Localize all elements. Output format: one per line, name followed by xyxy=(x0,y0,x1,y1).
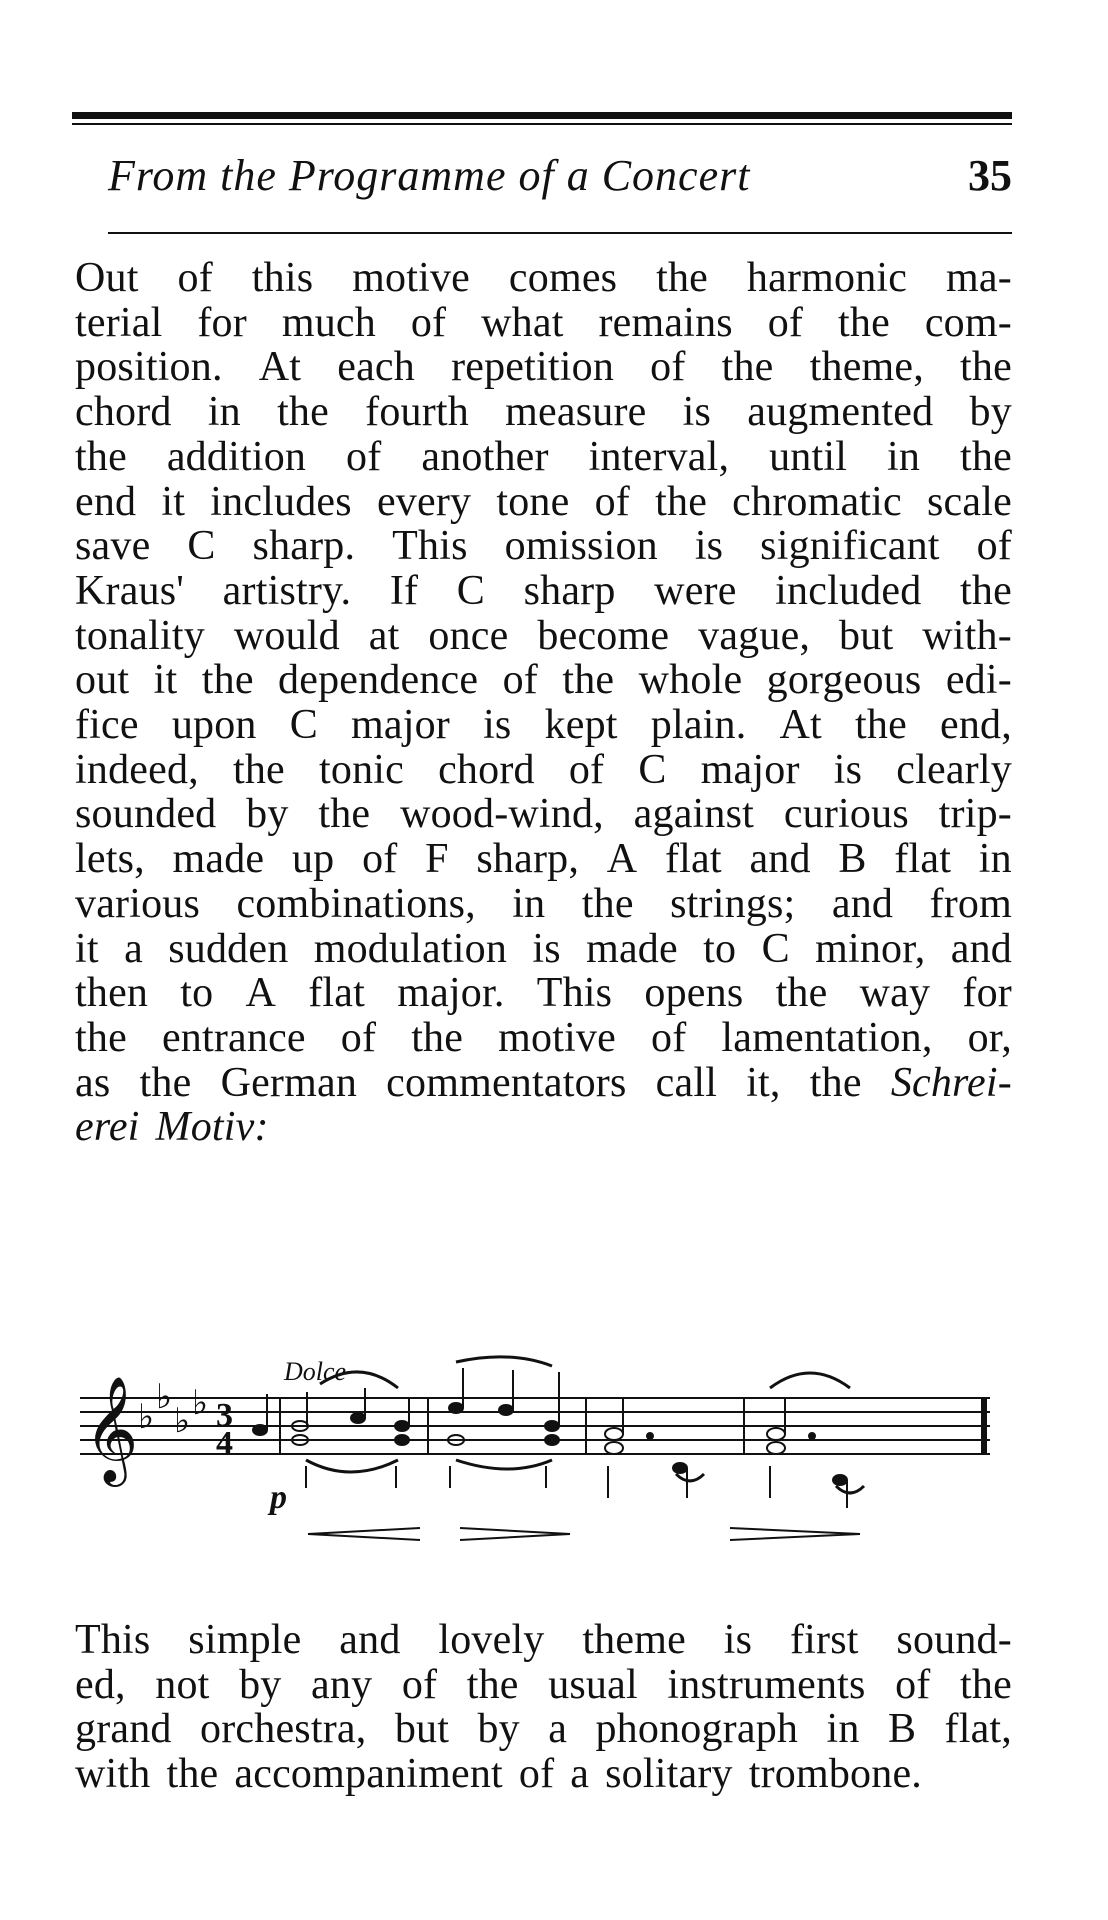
word: for xyxy=(197,299,247,346)
word: dependence xyxy=(278,657,479,704)
word: fice xyxy=(75,702,139,748)
word: ma- xyxy=(946,255,1012,301)
word: of xyxy=(767,299,804,346)
word: the xyxy=(232,746,285,793)
word: were xyxy=(654,567,737,614)
word: C xyxy=(456,567,485,614)
word: of xyxy=(346,433,382,480)
word: the xyxy=(277,389,329,436)
word: in xyxy=(207,389,241,436)
word: remains xyxy=(598,299,733,346)
word: omission xyxy=(504,523,658,570)
word: erei xyxy=(75,1104,140,1151)
word: sound- xyxy=(896,1617,1012,1663)
word: of xyxy=(362,836,398,883)
word: with xyxy=(75,1751,151,1798)
tempo-marking: Dolce xyxy=(284,1357,347,1386)
word: is xyxy=(723,1617,753,1663)
word: phonograph xyxy=(595,1706,799,1753)
word: F xyxy=(425,836,449,883)
word: chord xyxy=(75,389,172,436)
word: the xyxy=(166,1751,219,1798)
word: end xyxy=(75,478,137,525)
word: every xyxy=(376,478,472,525)
word: plain. xyxy=(650,702,747,748)
word: it xyxy=(153,657,178,704)
word: solitary xyxy=(605,1751,733,1798)
word: of xyxy=(518,1751,555,1798)
word: A xyxy=(606,836,638,883)
word: trip- xyxy=(938,791,1012,838)
word: the xyxy=(809,1059,862,1106)
word: the xyxy=(775,970,828,1017)
word: of xyxy=(594,478,630,525)
word: major. xyxy=(397,970,505,1017)
word: the xyxy=(838,299,890,346)
word: simple xyxy=(188,1617,302,1663)
word: commentators xyxy=(386,1059,627,1106)
word: tone xyxy=(496,478,570,525)
page-number: 35 xyxy=(968,151,1012,200)
word: way xyxy=(859,970,931,1017)
word: up xyxy=(291,836,335,883)
word: If xyxy=(389,567,419,614)
word: sharp xyxy=(523,567,616,614)
word: augmented xyxy=(747,389,934,436)
word: then xyxy=(75,970,149,1017)
word: flat xyxy=(894,836,952,883)
word: the xyxy=(960,433,1012,480)
word: the xyxy=(655,478,708,525)
word: is xyxy=(833,746,863,793)
word: of xyxy=(976,523,1012,570)
word: at xyxy=(368,612,400,659)
word: in xyxy=(826,1706,860,1753)
word: sharp, xyxy=(476,836,580,883)
word: by xyxy=(969,389,1012,436)
word: Motiv: xyxy=(155,1104,269,1151)
word: whole xyxy=(638,657,743,704)
word: another xyxy=(421,433,549,480)
word: and xyxy=(749,836,811,883)
treble-clef-icon: 𝄞 xyxy=(84,1375,139,1482)
word: repetition xyxy=(451,344,615,391)
word: motive xyxy=(352,255,471,301)
music-notation xyxy=(80,1348,1010,1588)
word: Schrei- xyxy=(890,1059,1012,1106)
word: from xyxy=(929,880,1012,927)
word: call xyxy=(655,1059,718,1106)
word: with- xyxy=(922,612,1012,659)
word: until xyxy=(769,433,848,480)
word: kept xyxy=(544,702,618,748)
word: This xyxy=(392,523,468,570)
word: flat xyxy=(664,836,722,883)
word: of xyxy=(401,1661,438,1708)
header-rule-thin xyxy=(108,232,1012,234)
word: addition xyxy=(166,433,307,480)
word: the xyxy=(562,657,615,704)
word: but xyxy=(394,1706,450,1753)
word: included xyxy=(775,567,922,614)
word: flat xyxy=(308,970,366,1017)
word: indeed, xyxy=(75,746,199,793)
word: theme xyxy=(582,1617,686,1663)
word: a xyxy=(548,1706,568,1753)
word: the xyxy=(960,344,1012,391)
word: it, xyxy=(746,1059,781,1106)
word: accompaniment xyxy=(234,1751,503,1798)
word: or, xyxy=(967,1014,1012,1061)
word: significant xyxy=(760,523,940,570)
word: At xyxy=(258,344,302,391)
word: would xyxy=(233,612,340,659)
word: tonality xyxy=(75,612,205,659)
word: the xyxy=(855,702,907,748)
word: the xyxy=(75,433,127,480)
word: motive xyxy=(498,1014,616,1061)
word: ed, xyxy=(75,1661,126,1708)
word: the xyxy=(201,657,254,704)
word: sounded xyxy=(75,791,217,838)
word: upon xyxy=(171,702,257,748)
word: the xyxy=(318,791,371,838)
word: harmonic xyxy=(746,255,908,301)
word: B xyxy=(887,1706,917,1753)
word: C xyxy=(761,925,790,972)
word: This xyxy=(75,1617,151,1663)
word: includes xyxy=(210,478,352,525)
word: instruments xyxy=(667,1661,866,1708)
word: strings; xyxy=(670,880,796,927)
word: is xyxy=(483,702,512,748)
svg-text:♭: ♭ xyxy=(138,1397,155,1437)
music-notes xyxy=(253,1368,847,1508)
word: by xyxy=(246,791,289,838)
word: B xyxy=(838,836,867,883)
word: orchestra, xyxy=(200,1706,367,1753)
word: terial xyxy=(75,299,163,346)
word: of xyxy=(651,1014,687,1061)
word: save xyxy=(75,523,151,570)
word: the xyxy=(411,1014,464,1061)
word: interval, xyxy=(588,433,730,480)
word: and xyxy=(339,1617,401,1663)
word: the xyxy=(581,880,634,927)
word: end, xyxy=(940,702,1012,748)
word: much xyxy=(281,299,376,346)
word: the xyxy=(960,567,1012,614)
word: for xyxy=(962,970,1012,1017)
word: the xyxy=(75,1014,127,1061)
word: to xyxy=(180,970,214,1017)
word: of xyxy=(895,1661,931,1708)
word: the xyxy=(721,344,774,391)
word: of xyxy=(650,344,686,391)
word: in xyxy=(887,433,921,480)
word: combinations, xyxy=(236,880,476,927)
word: grand xyxy=(75,1706,172,1753)
word: is xyxy=(532,925,561,972)
word: theme, xyxy=(809,344,924,391)
word: of xyxy=(410,299,447,346)
word: tonic xyxy=(319,746,404,793)
word: of xyxy=(177,255,213,301)
word: by xyxy=(239,1661,282,1708)
word: German xyxy=(220,1059,358,1106)
word: this xyxy=(251,255,314,301)
word: a xyxy=(124,925,143,972)
word: made xyxy=(586,925,678,972)
word: sharp. xyxy=(252,523,356,570)
word: minor, xyxy=(815,925,926,972)
word: vague, xyxy=(698,612,811,659)
word: each xyxy=(337,344,415,391)
word: lamentation, xyxy=(721,1014,933,1061)
word: not xyxy=(155,1661,210,1708)
word: the xyxy=(656,255,709,301)
word: C xyxy=(638,746,667,793)
word: in xyxy=(978,836,1012,883)
word: as xyxy=(75,1059,111,1106)
word: entrance xyxy=(161,1014,306,1061)
word: made xyxy=(172,836,265,883)
word: of xyxy=(502,657,538,704)
running-header xyxy=(108,150,1012,210)
word: major xyxy=(351,702,450,748)
word: against xyxy=(633,791,755,838)
time-signature-top: 3 xyxy=(216,1397,233,1434)
word: Out xyxy=(75,255,139,301)
word: what xyxy=(481,299,564,346)
word: become xyxy=(537,612,670,659)
word: to xyxy=(703,925,737,972)
word: C xyxy=(289,702,318,748)
word: chromatic xyxy=(732,478,902,525)
svg-text:♭: ♭ xyxy=(174,1401,191,1441)
word: in xyxy=(512,880,546,927)
word: curious xyxy=(783,791,909,838)
word: com- xyxy=(924,299,1012,346)
word: the xyxy=(960,1661,1012,1708)
word: flat, xyxy=(944,1706,1012,1753)
time-signature-bottom: 4 xyxy=(216,1425,233,1462)
word: usual xyxy=(548,1661,638,1708)
word: of xyxy=(340,1014,377,1061)
word: a xyxy=(570,1751,590,1798)
music-example xyxy=(80,1348,1010,1588)
word: is xyxy=(682,389,712,436)
word: C xyxy=(187,523,216,570)
word: once xyxy=(428,612,509,659)
word: and xyxy=(831,880,894,927)
word: first xyxy=(789,1617,859,1663)
running-title: From the Programme of a Concert xyxy=(108,151,751,200)
word: lets, xyxy=(75,836,145,883)
word: modulation xyxy=(313,925,508,972)
word: fourth xyxy=(365,389,469,436)
word: by xyxy=(477,1706,520,1753)
word: edi- xyxy=(945,657,1012,704)
word: comes xyxy=(508,255,618,301)
word: Kraus' xyxy=(75,567,185,614)
word: chord xyxy=(438,746,535,793)
word: artistry. xyxy=(222,567,352,614)
word: lovely xyxy=(438,1617,545,1663)
word: opens xyxy=(644,970,744,1017)
word: scale xyxy=(927,478,1012,525)
text-line xyxy=(75,1746,1012,1802)
word: is xyxy=(694,523,724,570)
word: various xyxy=(75,880,201,927)
text-line xyxy=(75,1099,1012,1155)
word: wood-wind, xyxy=(400,791,604,838)
word: any xyxy=(311,1661,373,1708)
word: out xyxy=(75,657,130,704)
word: sudden xyxy=(168,925,289,972)
word: position. xyxy=(75,344,223,391)
word: but xyxy=(839,612,894,659)
key-signature-flats-icon xyxy=(138,1377,208,1441)
word: trombone. xyxy=(748,1751,922,1798)
dynamic-marking: p xyxy=(270,1479,287,1516)
hairpins xyxy=(308,1528,860,1540)
header-rule-double xyxy=(72,123,1012,125)
word: At xyxy=(779,702,822,748)
word: it xyxy=(161,478,186,525)
word: of xyxy=(568,746,605,793)
word: measure xyxy=(505,389,647,436)
header-rule-thick xyxy=(72,112,1012,119)
svg-text:♭: ♭ xyxy=(156,1377,173,1417)
word: the xyxy=(139,1059,192,1106)
word: the xyxy=(466,1661,519,1708)
word: and xyxy=(950,925,1012,972)
word: major xyxy=(700,746,800,793)
word: gorgeous xyxy=(766,657,922,704)
svg-text:♭: ♭ xyxy=(192,1383,209,1423)
word: it xyxy=(75,925,99,972)
word: A xyxy=(245,970,277,1017)
word: This xyxy=(536,970,613,1017)
word: clearly xyxy=(896,746,1012,793)
